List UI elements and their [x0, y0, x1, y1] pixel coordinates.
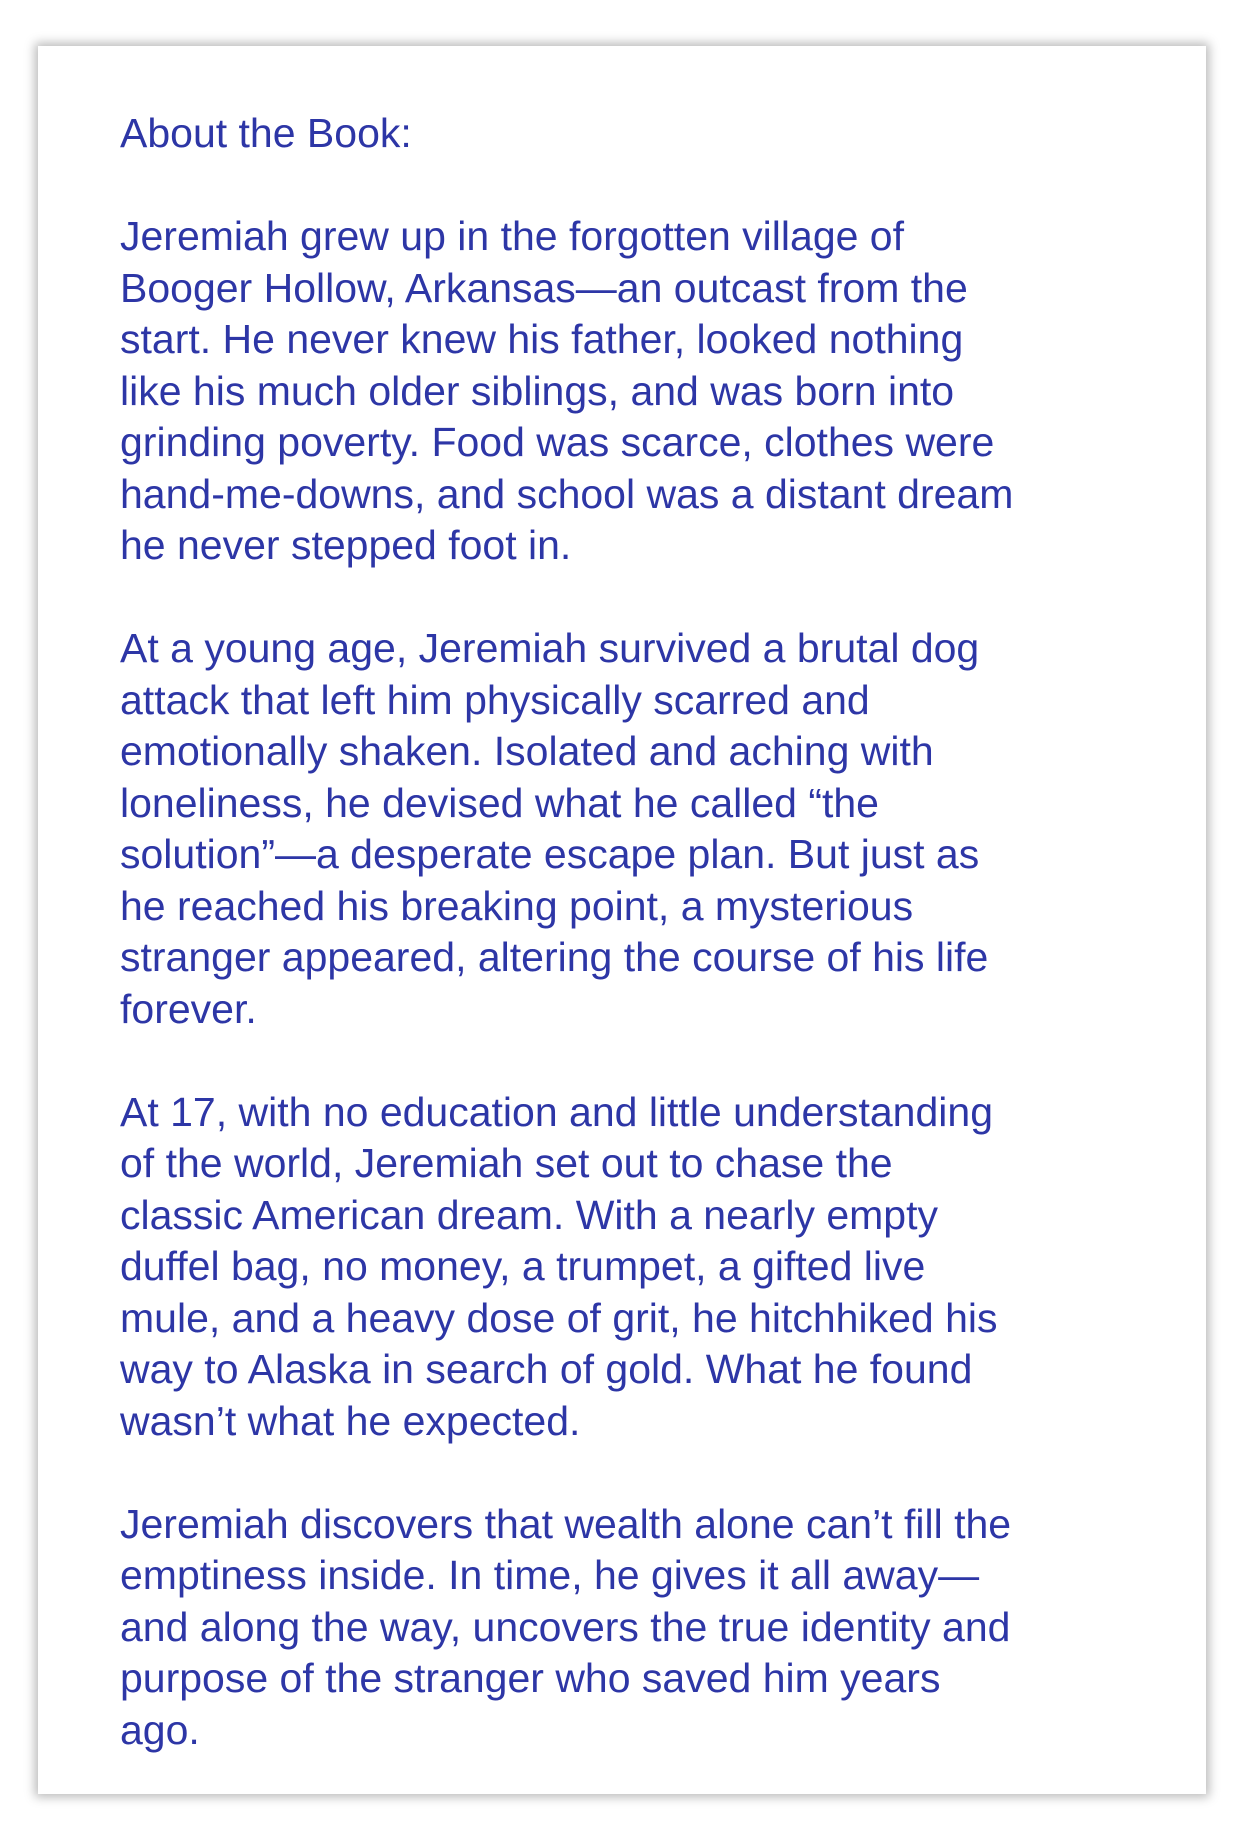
paragraph-line: hand-me-downs, and school was a distant dream: [120, 470, 1014, 517]
paragraph-line: purpose of the stranger who saved him years: [120, 1655, 941, 1701]
about-heading: [120, 108, 1130, 160]
paragraph-line: he never stepped foot in.: [120, 522, 572, 568]
paragraphs-container: [120, 211, 1130, 1756]
paragraph-line: emotionally shaken. Isolated and aching with: [120, 728, 934, 774]
paragraph-line: stranger appeared, altering the course of his life: [120, 934, 989, 980]
heading-line: About the Book:: [120, 110, 412, 156]
body-paragraph-3: [120, 1087, 1130, 1448]
paragraph-line: attack that left him physically scarred and: [120, 676, 870, 723]
paragraph-line: solution”—a desperate escape plan. But just as: [120, 831, 980, 877]
paragraph-line: like his much older siblings, and was born into: [120, 367, 955, 414]
paragraph-line: emptiness inside. In time, he gives it all away—: [120, 1552, 980, 1598]
body-paragraph-1: [120, 211, 1130, 572]
paragraph-line: Jeremiah discovers that wealth alone can’t fill the: [120, 1500, 1012, 1547]
paragraph-line: of the world, Jeremiah set out to chase the: [120, 1140, 893, 1186]
book-description-text: [120, 108, 1130, 1808]
body-paragraph-2: [120, 623, 1130, 1035]
paragraph-line: forever.: [120, 985, 257, 1032]
paragraph-line: ago.: [120, 1706, 200, 1753]
body-paragraph-4: [120, 1499, 1130, 1757]
paragraph-line: At a young age, Jeremiah survived a brutal dog: [120, 625, 980, 671]
paragraph-line: classic American dream. With a nearly empty: [120, 1191, 938, 1238]
paragraph-line: he reached his breaking point, a mysterious: [120, 882, 914, 929]
paragraph-line: grinding poverty. Food was scarce, clothes were: [120, 419, 995, 465]
paragraph-line: duffel bag, no money, a trumpet, a gifted live: [120, 1243, 926, 1289]
paragraph-line: mule, and a heavy dose of grit, he hitchhiked his: [120, 1294, 998, 1341]
book-description-page: [38, 46, 1206, 1794]
paragraph-line: way to Alaska in search of gold. What he found: [120, 1346, 973, 1392]
paragraph-line: Jeremiah grew up in the forgotten village of: [120, 213, 905, 259]
paragraph-line: and along the way, uncovers the true identity and: [120, 1603, 1011, 1650]
paragraph-line: At 17, with no education and little understanding: [120, 1088, 993, 1135]
paragraph-line: wasn’t what he expected.: [120, 1397, 581, 1444]
paragraph-line: loneliness, he devised what he called “the: [120, 779, 879, 826]
paragraph-line: start. He never knew his father, looked nothing: [120, 316, 964, 362]
paragraph-line: Booger Hollow, Arkansas—an outcast from the: [120, 264, 968, 311]
